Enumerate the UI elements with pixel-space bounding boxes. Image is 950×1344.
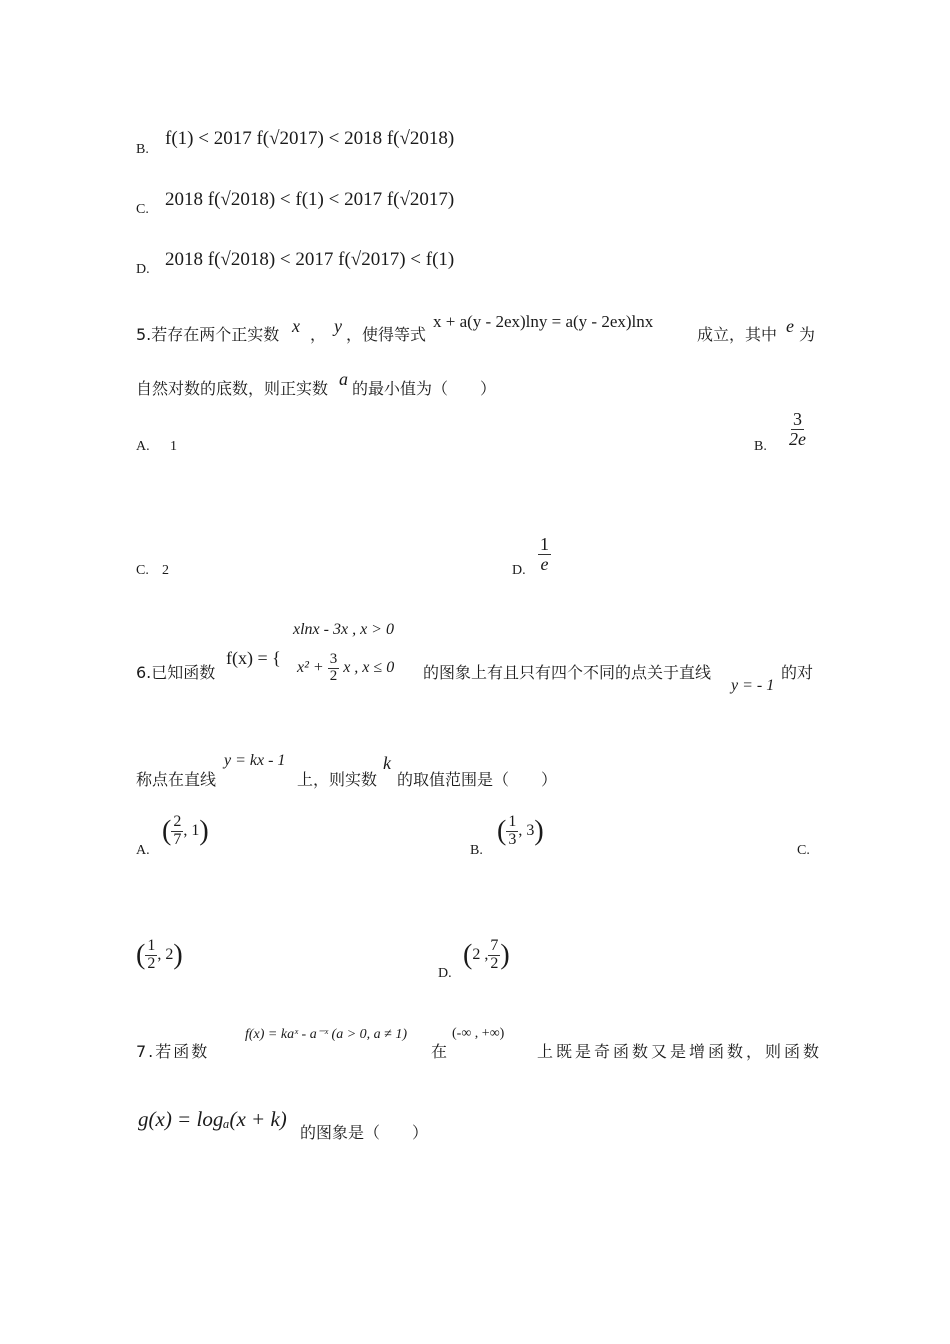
function-f: f(x) = kaˣ - a⁻ˣ (a > 0, a ≠ 1) xyxy=(245,1027,407,1042)
question-stem: 自然对数的底数，则正实数 xyxy=(136,379,329,398)
interval-tail: , 2 xyxy=(157,945,174,963)
variable-y: y xyxy=(334,316,342,336)
option-d-interval xyxy=(463,938,510,973)
variable-x: x xyxy=(292,316,300,336)
paren-right: ) xyxy=(534,815,544,847)
option-expression: 2018 f(√2018) < 2017 f(√2017) < f(1) xyxy=(165,249,455,270)
denominator: 2 xyxy=(490,954,499,972)
option-c-label: C. xyxy=(797,843,810,858)
option-c-interval xyxy=(136,938,183,973)
line-equation: y = - 1 xyxy=(731,677,775,694)
numerator: 7 xyxy=(490,937,499,954)
option-d-fraction xyxy=(538,535,551,574)
interval-tail: , 3 xyxy=(518,821,535,839)
numerator: 2 xyxy=(173,813,182,830)
question-stem: 7.若函数 xyxy=(136,1042,210,1061)
option-c-value: 2 xyxy=(162,563,169,578)
question-stem: ，使得等式 xyxy=(346,325,427,344)
option-b-label: B. xyxy=(754,439,767,454)
function-lhs: f(x) = { xyxy=(226,648,281,668)
question-stem: 的图象上有且只有四个不同的点关于直线 xyxy=(423,663,712,682)
piece-2 xyxy=(297,652,394,685)
question-stem: 成立，其中 xyxy=(697,325,778,344)
option-a-label: A. xyxy=(136,843,150,858)
piece-1: xlnx - 3x , x > 0 xyxy=(293,621,394,638)
denominator: 3 xyxy=(508,830,517,848)
option-label: D. xyxy=(136,262,150,277)
option-d-label: D. xyxy=(438,966,452,981)
option-expression: 2018 f(√2018) < f(1) < 2017 f(√2017) xyxy=(165,189,455,210)
question-stem: 的图象是（ ） xyxy=(300,1123,429,1142)
question-stem: 的取值范围是（ ） xyxy=(397,770,558,789)
variable-e: e xyxy=(786,316,794,336)
paren-right: ) xyxy=(199,815,209,847)
equation: x + a(y - 2ex)lny = a(y - 2ex)lnx xyxy=(433,312,654,331)
numerator: 1 xyxy=(147,937,156,954)
denominator: 2 xyxy=(147,954,156,972)
paren-right: ) xyxy=(500,939,510,971)
question-stem: 6.已知函数 xyxy=(136,663,216,682)
option-label: B. xyxy=(136,142,149,157)
option-a-label: A. xyxy=(136,439,150,454)
question-stem: 称点在直线 xyxy=(136,770,217,789)
variable-a: a xyxy=(339,369,348,389)
punctuation: ， xyxy=(310,325,327,344)
question-stem: 上，则实数 xyxy=(297,770,378,789)
variable-k: k xyxy=(383,753,391,773)
denominator: e xyxy=(540,553,549,574)
option-a-value: 1 xyxy=(170,439,177,454)
denominator: 2 xyxy=(329,667,338,684)
option-expression: f(1) < 2017 f(√2017) < 2018 f(√2018) xyxy=(165,128,455,149)
paren-left: ( xyxy=(136,939,146,971)
interval: (-∞ , +∞) xyxy=(452,1026,505,1041)
piece-2-head: x² + xyxy=(297,658,324,676)
question-stem: 5.若存在两个正实数 xyxy=(136,325,280,344)
question-stem: 在 xyxy=(431,1042,448,1061)
piece-2-tail: x , x ≤ 0 xyxy=(343,658,395,676)
paren-left: ( xyxy=(162,815,172,847)
paren-left: ( xyxy=(497,815,507,847)
question-stem: 为 xyxy=(799,325,816,344)
question-stem: 的最小值为（ ） xyxy=(352,379,497,398)
question-stem: 上既是奇函数又是增函数，则函数 xyxy=(537,1042,823,1061)
line-equation-2: y = kx - 1 xyxy=(224,752,286,769)
option-a-interval xyxy=(162,814,209,849)
paren-left: ( xyxy=(463,939,473,971)
option-b-interval xyxy=(497,814,544,849)
interval-tail: , 1 xyxy=(183,821,200,839)
option-b-fraction xyxy=(787,410,808,449)
option-d-label: D. xyxy=(512,563,526,578)
question-stem: 的对 xyxy=(781,663,814,682)
numerator: 1 xyxy=(540,534,549,554)
denominator: 2e xyxy=(789,428,806,449)
function-g: g(x) = logₐ(x + k) xyxy=(138,1107,287,1131)
option-c-label: C. xyxy=(136,563,149,578)
numerator: 3 xyxy=(793,409,802,429)
numerator: 1 xyxy=(508,813,517,830)
paren-right: ) xyxy=(173,939,183,971)
denominator: 7 xyxy=(173,830,182,848)
interval-head: 2 , xyxy=(472,945,489,963)
numerator: 3 xyxy=(329,651,338,667)
option-b-label: B. xyxy=(470,843,483,858)
option-label: C. xyxy=(136,202,149,217)
